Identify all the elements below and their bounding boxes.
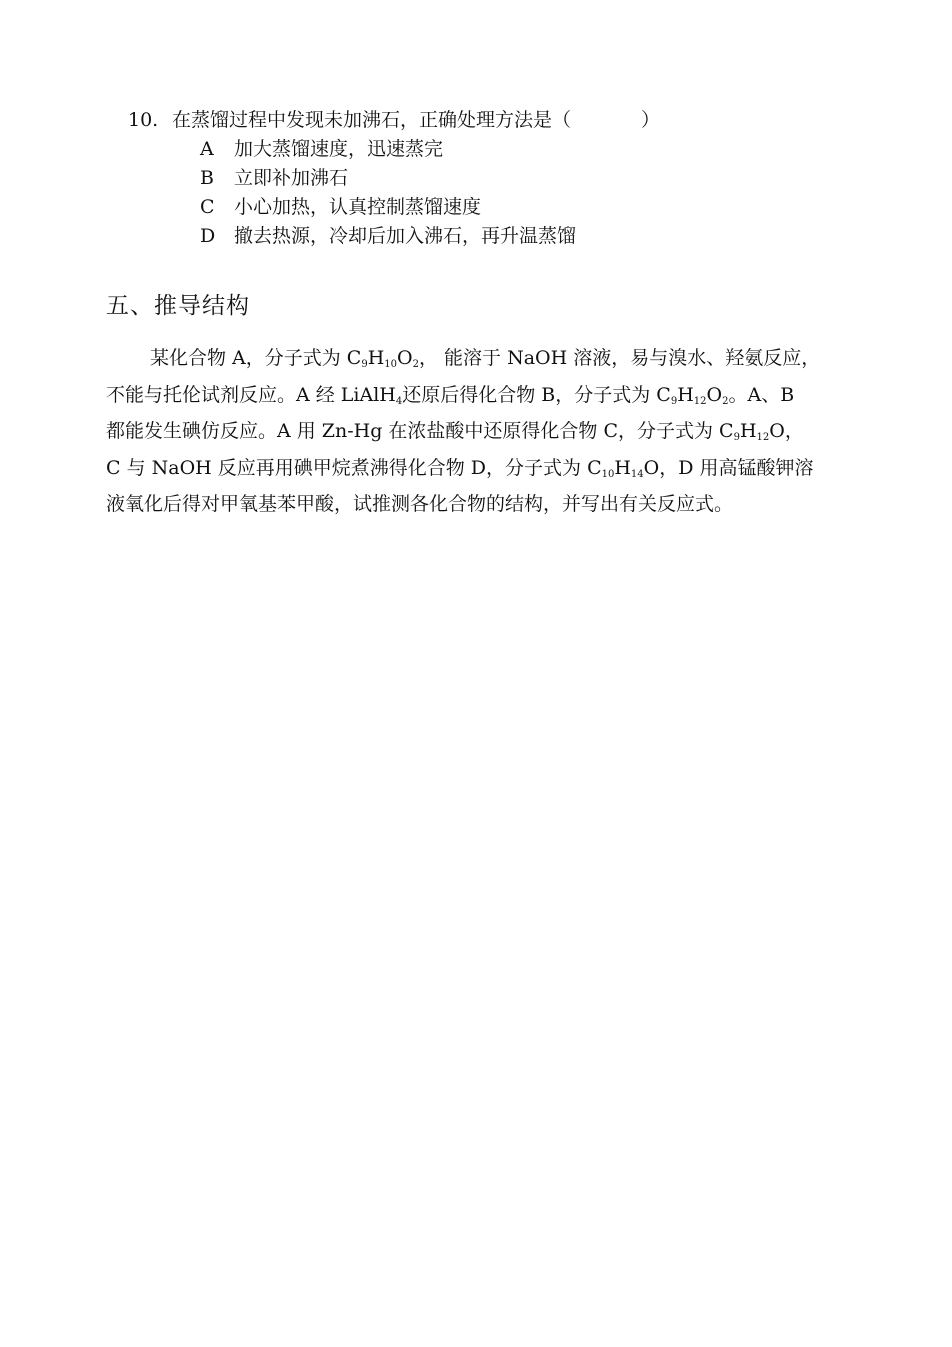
text-run: H (677, 383, 694, 406)
question-blank-close: ） (641, 109, 661, 131)
text-run: H (367, 347, 385, 369)
problem-line (106, 413, 852, 450)
text-run: 还原后得化合物 B，分子式为 C (402, 383, 671, 406)
subscript: 9 (361, 359, 368, 370)
subscript: 2 (722, 395, 729, 407)
option-letter: D (200, 225, 216, 247)
text-run: 。A、B (728, 383, 795, 406)
text-run: 某化合物 A，分子式为 C (150, 347, 362, 369)
question-stem (128, 106, 848, 135)
option-letter: A (200, 138, 214, 160)
text-run: 都能发生碘仿反应。A 用 Zn-Hg 在浓盐酸中还原得化合物 C，分子式为 C (106, 420, 734, 442)
question-10 (128, 106, 848, 251)
text-run: H (739, 420, 757, 442)
option-text: 立即补加沸石 (234, 167, 349, 189)
subscript: 2 (412, 359, 419, 370)
subscript: 10 (601, 468, 615, 480)
text-run: O，D 用高锰酸钾溶 (643, 456, 814, 479)
subscript: 10 (384, 359, 398, 370)
subscript: 9 (733, 432, 740, 443)
problem-line (106, 450, 852, 487)
problem-line (106, 340, 852, 377)
text-run: C 与 NaOH 反应再用碘甲烷煮沸得化合物 D，分子式为 C (106, 456, 602, 479)
problem-line: 液氧化后得对甲氧基苯甲酸，试推测各化合物的结构，并写出有关反应式。 (106, 493, 734, 515)
text-run: O (706, 383, 723, 406)
text-run: H (614, 456, 631, 479)
text-run: ， 能溶于 NaOH 溶液，易与溴水、羟氨反应， (418, 347, 821, 369)
option-letter: B (200, 167, 214, 189)
problem-line (106, 377, 852, 414)
option-text: 撤去热源，冷却后加入沸石，再升温蒸馏 (234, 225, 577, 247)
text-run: O (397, 347, 413, 369)
option-text: 加大蒸馏速度，迅速蒸完 (234, 138, 444, 160)
question-text: 在蒸馏过程中发现未加沸石，正确处理方法是（ (172, 109, 572, 131)
subscript: 12 (693, 395, 707, 407)
text-run: 不能与托伦试剂反应。A 经 LiAlH (106, 383, 396, 406)
option-d (200, 222, 848, 251)
option-list (128, 135, 848, 251)
text-run: O， (769, 420, 804, 442)
section-title: 五、推导结构 (106, 293, 250, 319)
problem-paragraph (106, 340, 852, 523)
option-b (200, 164, 848, 193)
subscript: 12 (756, 432, 770, 443)
question-number: 10. (128, 109, 159, 131)
option-a (200, 135, 848, 164)
option-letter: C (200, 196, 215, 218)
option-text: 小心加热，认真控制蒸馏速度 (234, 196, 482, 218)
subscript: 9 (670, 395, 678, 407)
subscript: 4 (395, 395, 403, 407)
subscript: 14 (630, 468, 644, 480)
option-c (200, 193, 848, 222)
